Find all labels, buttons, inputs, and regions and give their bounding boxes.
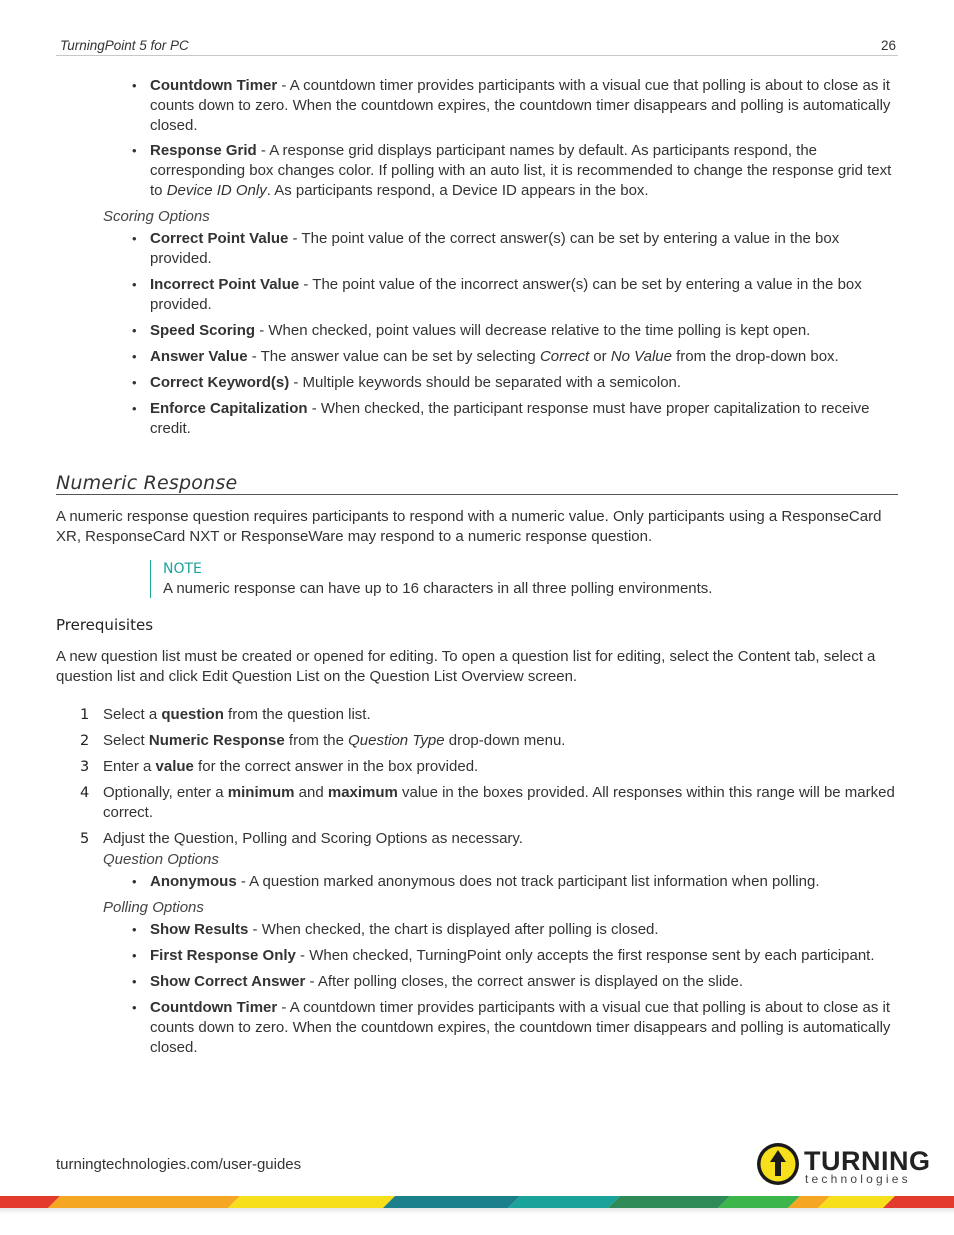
note-callout [150,560,712,598]
list-item: • Anonymous - A question marked anonymous does not track participant list information when polling. [0,872,954,892]
section-title: Numeric Response [56,472,238,494]
list-item: • First Response Only - When checked, TurningPoint only accepts the first response sent by each participant. [0,946,954,966]
steps-list [0,705,954,849]
step-item: 2 Select Numeric Response from the Question Type drop-down menu. [80,732,566,749]
list-item: • Countdown Timer - A countdown timer provides participants with a visual cue that polling is about to close as it counts down to zero. When the countdown expires, the countdown timer disappears and polling is automatically closed. [0,998,954,1058]
prerequisites-text: A new question list must be created or opened for editing. To open a question list for editing, select the Content tab, select a question list and click Edit Question List on the Question List Overview screen. [56,648,876,685]
step-item: 1 Select a question from the question list. [80,706,371,723]
list-item: • Enforce Capitalization - When checked, the participant response must have proper capitalization to receive credit. [0,399,954,439]
step-item: 4 Optionally, enter a minimum and maximum value in the boxes provided. All responses within this range will be marked correct. [80,784,895,821]
list-item: • Correct Keyword(s) - Multiple keywords should be separated with a semicolon. [0,373,954,393]
list-item: • Show Correct Answer - After polling closes, the correct answer is displayed on the slide. [0,972,954,992]
step-item: 3 Enter a value for the correct answer in the box provided. [80,758,479,775]
list-item: • Show Results - When checked, the chart is displayed after polling is closed. [0,920,954,940]
top-bullet-list [0,76,954,201]
list-item: • Response Grid - A response grid displays participant names by default. As participants respond, the corresponding box changes color. If polling with an auto list, it is recommended to change the response grid text to Device ID Only. As participants respond, a Device ID appears in the box. [0,141,954,201]
scoring-options-list [0,229,954,439]
footer-shadow [0,1208,954,1214]
question-options-list [0,872,954,892]
svg-text:technologies: technologies [805,1172,911,1186]
section-intro: A numeric response question requires participants to respond with a numeric value. Only participants using a ResponseCard XR, ResponseCard NXT or ResponseWare may respond to a numeric response question. [56,508,882,545]
list-item: • Correct Point Value - The point value of the correct answer(s) can be set by entering a value in the box provided. [0,229,954,269]
svg-text:TURNING: TURNING [804,1146,931,1176]
turning-technologies-logo [756,1140,932,1188]
list-item: • Countdown Timer - A countdown timer provides participants with a visual cue that polling is about to close as it counts down to zero. When the countdown expires, the countdown timer disappears and polling is automatically closed. [0,76,954,136]
question-options-heading: Question Options [103,851,219,868]
list-item: • Answer Value - The answer value can be set by selecting Correct or No Value from the drop-down box. [0,347,954,367]
polling-options-heading: Polling Options [103,899,204,916]
step-item: 5 Adjust the Question, Polling and Scoring Options as necessary. [80,830,523,847]
header-divider [56,55,898,56]
prerequisites-heading: Prerequisites [56,616,154,634]
page-number: 26 [880,38,896,53]
header-title: TurningPoint 5 for PC [60,38,189,53]
note-label: NOTE [163,561,202,577]
footer-url-link[interactable]: turningtechnologies.com/user-guides [56,1156,302,1173]
list-item: • Incorrect Point Value - The point value of the incorrect answer(s) can be set by entering a value in the box provided. [0,275,954,315]
polling-options-list [0,920,954,1058]
footer-color-stripe [0,1196,954,1208]
section-divider [56,494,898,495]
list-item: • Speed Scoring - When checked, point values will decrease relative to the time polling is kept open. [0,321,954,341]
scoring-options-heading: Scoring Options [103,208,210,225]
note-text: A numeric response can have up to 16 characters in all three polling environments. [163,580,713,597]
